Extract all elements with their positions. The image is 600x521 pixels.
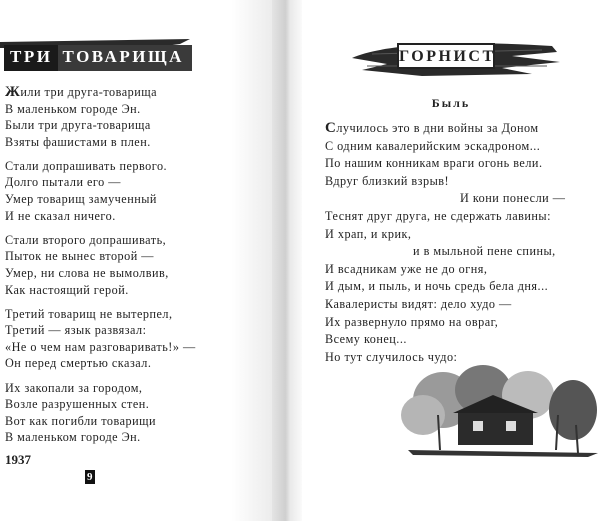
right-page <box>302 0 600 521</box>
poem-line: Пыток не вынес второй — <box>5 249 154 264</box>
drop-cap: Ж <box>5 84 21 100</box>
poem-line: Стали допрашивать первого. <box>5 158 168 173</box>
poem-title: ГОРНИСТ <box>397 43 495 69</box>
poem-line: Жили три друга-товарища <box>5 84 158 100</box>
poem-line: И храп, и крик, <box>325 226 412 241</box>
village-illustration <box>398 355 600 465</box>
poem-line: В маленьком городе Эн. <box>5 430 141 445</box>
poem-line: Как настоящий герой. <box>5 282 129 297</box>
poem-line: Их закопали за городом, <box>5 380 143 395</box>
poem-line: Вот как погибли товарищи <box>5 413 157 428</box>
stanza <box>5 158 196 224</box>
poem-line: Всему конец... <box>325 332 407 347</box>
poem-line: Их развернуло прямо на овраг, <box>325 314 499 329</box>
poem-line: И всадникам уже не до огня, <box>325 261 488 276</box>
poem-text <box>5 84 196 453</box>
poem-line: Теснят друг друга, не сдержать лавины: <box>325 208 552 223</box>
poem-line: Третий — язык развязал: <box>5 323 147 338</box>
poem-line: В маленьком городе Эн. <box>5 101 141 116</box>
poem-line: Долго пытали его — <box>5 175 121 190</box>
poem-line: Вдруг близкий взрыв! <box>325 173 450 188</box>
drop-cap: С <box>325 120 337 136</box>
poem-title <box>4 45 192 71</box>
poem-line: Стали второго допрашивать, <box>5 232 167 247</box>
poem-line: Возле разрушенных стен. <box>5 397 150 412</box>
stanza <box>5 306 196 372</box>
poem-line: и в мыльной пене спины, <box>413 244 556 259</box>
poem-line: Были три друга-товарища <box>5 118 151 133</box>
poem-line: И дым, и пыль, и ночь средь бела дня... <box>325 279 549 294</box>
poem-line: Но тут случилось чудо: <box>325 349 458 364</box>
poem-line: Умер, ни слова не вымолвив, <box>5 265 169 280</box>
poem-line: И не сказал ничего. <box>5 208 116 223</box>
poem-line: Умер товарищ замученный <box>5 192 157 207</box>
title-word: ТОВАРИЩА <box>58 45 191 71</box>
poem-line: Кавалеристы видят: дело худо — <box>325 296 512 311</box>
book-gutter <box>272 0 302 521</box>
page-number: 9 <box>87 471 93 483</box>
poem-line: Он перед смертью сказал. <box>5 356 152 371</box>
poem-line: Третий товарищ не вытерпел, <box>5 306 173 321</box>
poem-year: 1937 <box>5 452 31 467</box>
poem-subtitle: Быль <box>431 96 471 110</box>
poem-line: Случилось это в дни войны за Доном <box>325 120 539 136</box>
stanza <box>5 380 196 446</box>
poem-text <box>325 120 565 366</box>
stanza <box>5 232 196 298</box>
poem-line: Взяты фашистами в плен. <box>5 134 151 149</box>
poem-line: И кони понесли — <box>460 191 566 206</box>
poem-line: По нашим конникам враги огонь вели. <box>325 156 543 171</box>
poem-line: С одним кавалерийским эскадроном... <box>325 138 541 153</box>
stanza <box>5 84 196 150</box>
title-word: ТРИ <box>4 45 58 71</box>
left-page <box>0 0 272 521</box>
poem-line: «Не о чем нам разговаривать!» — <box>5 339 196 354</box>
